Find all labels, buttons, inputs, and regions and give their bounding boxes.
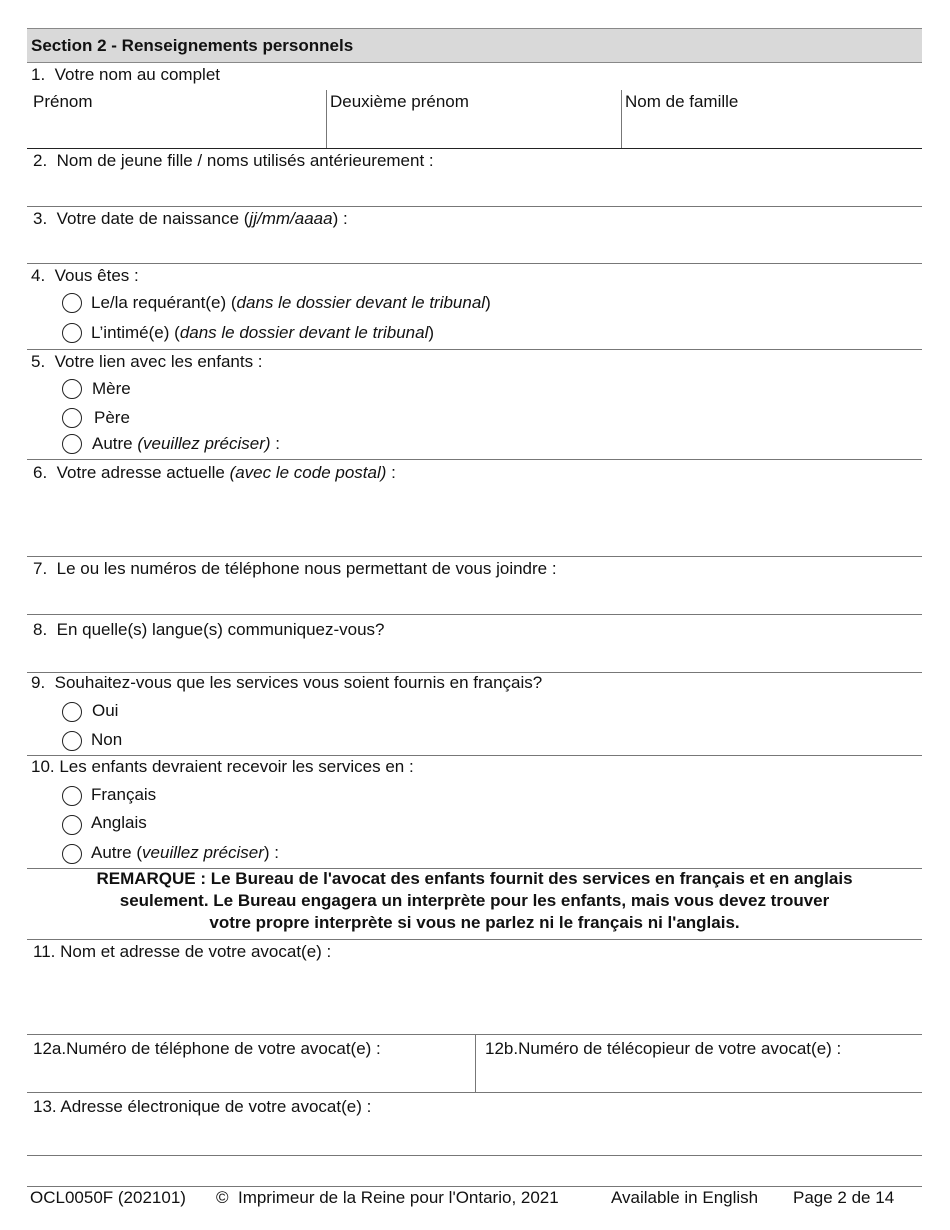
q13-label: 13. Adresse électronique de votre avocat(e) : bbox=[33, 1097, 372, 1116]
footer-available-english: Available in English bbox=[611, 1188, 759, 1207]
q10-label: 10. Les enfants devraient recevoir les services en : bbox=[31, 757, 414, 776]
maiden-name-field[interactable] bbox=[28, 174, 921, 204]
footer-divider bbox=[27, 1186, 922, 1187]
applicant-radio[interactable] bbox=[62, 293, 82, 313]
footer-copyright: © Imprimeur de la Reine pour l'Ontario, 2021 bbox=[216, 1188, 559, 1207]
q3-label: 3. Votre date de naissance (jj/mm/aaaa) : bbox=[33, 209, 348, 228]
divider bbox=[27, 614, 922, 615]
last-name-field[interactable] bbox=[623, 114, 921, 146]
father-option-label: Père bbox=[94, 408, 130, 427]
remark-line: REMARQUE : Le Bureau de l'avocat des enfants fournit des services en français et en anglais bbox=[96, 869, 853, 888]
french-option-label: Français bbox=[91, 785, 157, 804]
mother-option-label: Mère bbox=[92, 379, 131, 398]
other-language-label: Autre (veuillez préciser) : bbox=[91, 843, 280, 862]
service-english-radio[interactable] bbox=[62, 815, 82, 835]
q9-label: 9. Souhaitez-vous que les services vous soient fournis en français? bbox=[31, 673, 543, 692]
q2-label: 2. Nom de jeune fille / noms utilisés antérieurement : bbox=[33, 151, 434, 170]
footer-page-number: Page 2 de 14 bbox=[793, 1188, 895, 1207]
language-field[interactable] bbox=[28, 643, 921, 670]
service-other-radio[interactable] bbox=[62, 844, 82, 864]
divider bbox=[27, 1092, 922, 1093]
divider bbox=[27, 148, 922, 149]
no-option-label: Non bbox=[91, 730, 123, 749]
divider bbox=[27, 349, 922, 350]
remark-note bbox=[27, 868, 922, 934]
divider bbox=[27, 263, 922, 264]
q12b-label: 12b.Numéro de télécopieur de votre avocat(e) : bbox=[485, 1039, 842, 1058]
divider bbox=[27, 459, 922, 460]
first-name-label: Prénom bbox=[33, 92, 93, 111]
respondent-radio[interactable] bbox=[62, 323, 82, 343]
french-no-radio[interactable] bbox=[62, 731, 82, 751]
remark-line: votre propre interprète si vous ne parlez ni le français ni l'anglais. bbox=[209, 913, 740, 932]
q4-label: 4. Vous êtes : bbox=[31, 266, 139, 285]
english-option-label: Anglais bbox=[91, 813, 147, 832]
first-name-field[interactable] bbox=[28, 114, 324, 146]
mother-radio[interactable] bbox=[62, 379, 82, 399]
middle-name-label: Deuxième prénom bbox=[330, 92, 469, 111]
footer-form-id: OCL0050F (202101) bbox=[30, 1188, 186, 1207]
q5-label: 5. Votre lien avec les enfants : bbox=[31, 352, 263, 371]
q7-label: 7. Le ou les numéros de téléphone nous permettant de vous joindre : bbox=[33, 559, 557, 578]
last-name-label: Nom de famille bbox=[625, 92, 739, 111]
middle-name-field[interactable] bbox=[328, 114, 619, 146]
other-relation-field[interactable] bbox=[310, 432, 910, 456]
divider bbox=[621, 90, 622, 148]
service-french-radio[interactable] bbox=[62, 786, 82, 806]
yes-option-label: Oui bbox=[92, 701, 119, 720]
other-relation-radio[interactable] bbox=[62, 434, 82, 454]
other-language-field[interactable] bbox=[300, 841, 910, 865]
divider bbox=[326, 90, 327, 148]
divider bbox=[27, 1155, 922, 1156]
french-yes-radio[interactable] bbox=[62, 702, 82, 722]
lawyer-fax-field[interactable] bbox=[477, 1062, 921, 1090]
address-field[interactable] bbox=[28, 487, 921, 553]
q8-label: 8. En quelle(s) langue(s) communiquez-vous? bbox=[33, 620, 385, 639]
divider bbox=[27, 939, 922, 940]
q6-label: 6. Votre adresse actuelle (avec le code postal) : bbox=[33, 463, 396, 482]
respondent-option-label: L’intimé(e) (dans le dossier devant le tribunal) bbox=[91, 323, 435, 342]
divider bbox=[27, 755, 922, 756]
other-relation-label: Autre (veuillez préciser) : bbox=[92, 434, 281, 453]
remark-line: seulement. Le Bureau engagera un interprète pour les enfants, mais vous devez trouver bbox=[119, 891, 830, 910]
applicant-option-label: Le/la requérant(e) (dans le dossier devant le tribunal) bbox=[91, 293, 491, 312]
lawyer-phone-field[interactable] bbox=[28, 1062, 473, 1090]
lawyer-address-field[interactable] bbox=[28, 966, 921, 1032]
section-header bbox=[27, 28, 922, 63]
q1-label: 1. Votre nom au complet bbox=[31, 65, 220, 84]
divider bbox=[27, 206, 922, 207]
birth-date-field[interactable] bbox=[28, 232, 921, 262]
lawyer-email-field[interactable] bbox=[28, 1120, 921, 1153]
q12a-label: 12a.Numéro de téléphone de votre avocat(e) : bbox=[33, 1039, 381, 1058]
phone-field[interactable] bbox=[28, 582, 921, 612]
divider bbox=[27, 556, 922, 557]
father-radio[interactable] bbox=[62, 408, 82, 428]
q11-label: 11. Nom et adresse de votre avocat(e) : bbox=[33, 942, 332, 961]
section-title: Section 2 - Renseignements personnels bbox=[31, 36, 354, 55]
divider bbox=[475, 1034, 476, 1092]
